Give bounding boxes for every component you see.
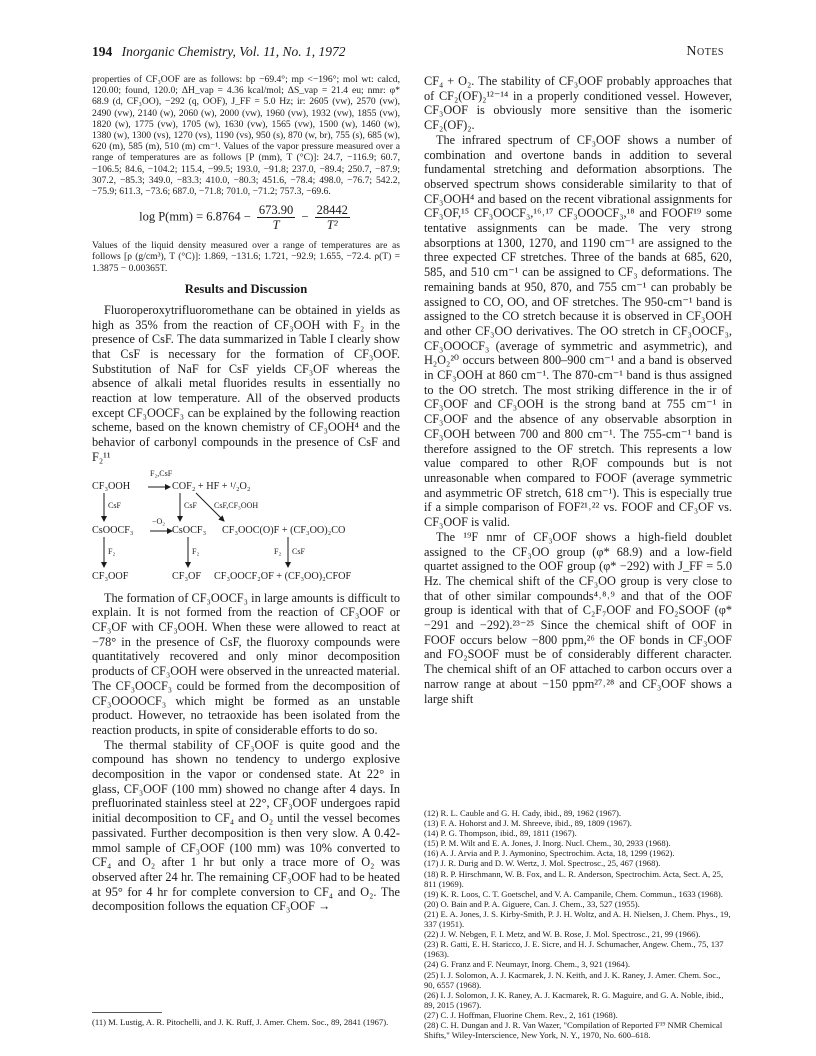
scheme-cof2-products: COF₂ + HF + ¹/₂O₂ [172, 480, 251, 492]
footnote-16: (16) A. J. Arvia and P. J. Aymonino, Spectrochim. Acta, 18, 1299 (1962). [424, 848, 675, 859]
results-paragraph-3: The thermal stability of CF₃OOF is quite good and the compound has shown no tendency to undergo explosive decomposition in the vapor or condensed state. At 22° in glass, CF₃OOF (100 mm) showed no change after 4 days. In prefluorinated stainless steel at 22°, CF₃OOF undergoes rapid initial decomposition to CF₄ and O₂ until the vessel becomes passivated. Further decomposition is then very slow. A 0.42-mmol sample of CF₃OOF (100 mm) was 10% converted to CF₄ and O₂ after 1 hr but only a trace more of O₂ was observed after 24 hr. The remaining CF₃OOF had to be heated at 95° for 4 hr for complete conversion to CF₄ and O₂. The decomposition follows the equation CF₃OOF → [92, 737, 400, 914]
footnote-22: (22) J. W. Nebgen, F. I. Metz, and W. B. Rose, J. Mol. Spectrosc., 21, 99 (1966). [424, 929, 701, 940]
left-footnotes [92, 1012, 400, 1027]
scheme-f2-label-3: F₂ [274, 546, 282, 556]
equation-fraction-2 [315, 203, 350, 232]
footnote-13: (13) F. A. Hohorst and J. M. Shreeve, ibid., 89, 1809 (1967). [424, 818, 632, 829]
running-header [92, 44, 724, 64]
footnote-23: (23) R. Gatti, E. H. Staricco, J. E. Sicre, and H. J. Schumacher, Angew. Chem., 75, 137 (1963). [424, 939, 724, 960]
footnote-21: (21) E. A. Jones, J. S. Kirby-Smith, P. J. H. Woltz, and A. H. Nielsen, J. Chem. Phys., 19, 337 (1951). [424, 908, 731, 930]
reaction-scheme [92, 467, 400, 585]
scheme-cf3of: CF₃OF [172, 570, 202, 582]
footnote-25: (25) I. J. Solomon, A. J. Kacmarek, J. N. Keith, and J. K. Raney, J. Amer. Chem. Soc., 90, 6557 (1968). [424, 969, 721, 990]
fraction-2-numerator: 28442 [316, 203, 348, 218]
equation-lhs: log P(mm) = 6.8764 − [139, 209, 251, 224]
scheme-f2-label-1: F₂ [108, 546, 116, 556]
journal-title: Inorganic Chemistry, Vol. 11, No. 1, 1972 [121, 44, 346, 59]
density-paragraph: Values of the liquid density measured over a range of temperatures are as follows [ρ (g/cm³), T (°C)]: 1.869, −131.6; 1.721, −92.9; 1.655, −72.4. ρ(T) = 1.3875 − 0.00365T. [92, 240, 400, 274]
scheme-f2-label-2: F₂ [192, 546, 200, 556]
footnote-11: (11) M. Lustig, A. R. Pitochelli, and J. K. Ruff, J. Amer. Chem. Soc., 89, 2841 (1967). [92, 1017, 389, 1027]
section-heading: Results and Discussion [184, 281, 308, 296]
left-column [92, 74, 400, 914]
right-paragraph-2: The infrared spectrum of CF₃OOF shows a number of combination and overtone bands in addition to several fundamental stretching and deformation absorptions. The observed spectrum shows considerable similarity to that of CF₃OOH⁴ and based on the recent vibrational assignments for CF₃OF,¹⁵ CF₃OOCF₃,¹⁶˒¹⁷ CF₃OOOCF₃,¹⁸ and FOOF¹⁹ some tentative assignments can be made. The very strong absorptions at 1300, 1270, and 1190 cm⁻¹ are assigned to the three expected CF stretches. Three of the bands at 685, 620, 585, and 510 cm⁻¹ can be assigned to CF₃ deformations. The remaining bands at 950, 870, and 755 cm⁻¹ can probably be assigned to CO, OO, and OF stretches. The 950-cm⁻¹ band is assigned to the CO stretch because it is observed in CF₃OOH and other CF₃OO derivatives. The OO stretch in CF₃OOCF₃, CF₃OOOCF₃ (average of symmetric and asymmetric), and H₂O₂²⁰ occurs between 800–900 cm⁻¹ and a band is observed in CF₃OOH at 860 cm⁻¹. The 870-cm⁻¹ band is thus assigned to the OO stretch. The most striking difference in the ir of CF₃OOF and CF₃OOH is the strong band at 755 cm⁻¹ in CF₃OOF and the absence of any observable absorption in CF₃OOH between 700 and 800 cm⁻¹. The 755-cm⁻¹ band is therefore assigned to the OF stretch. This represents a low value compared to other RᵢOF compounds but is not unreasonable when compared to FOOF (average symmetric and asymmetric OF stretch, 618 cm⁻¹). This is especially true if a simple comparison of FOF²¹˒²² vs. FOOF and CF₃OF vs. CF₃OOF is valid. [424, 132, 732, 530]
scheme-cf3oof: CF₃OOF [92, 570, 129, 582]
equation-fraction-1 [257, 203, 295, 232]
scheme-csocf3: CsOCF₃ [172, 524, 207, 536]
right-paragraph-3: The ¹⁹F nmr of CF₃OOF shows a high-field doublet assigned to the CF₃OO group (φ* 68.9) and a low-field quartet assigned to the OOF group (φ* −292) with J_FF = 5.0 Hz. The chemical shift of the CF₃OO group is very close to that of other similar compounds⁴˒⁸˒⁹ and that of the OOF group is identical with that of C₂F₇OOF and FO₂SOOF (φ* −291 and −292).²³⁻²⁵ Since the chemical shift of OOF in FOOF occurs below −800 ppm,²⁶ the OF bonds in CF₃OOF and FO₂SOOF must be of considerably different character. The chemical shift of an OF attached to carbon occurs over a narrow range at about −150 ppm²⁷˒²⁸ and CF₃OOF shows a large shift [424, 529, 732, 706]
fraction-2-denominator: T² [326, 218, 338, 233]
fraction-1-numerator: 673.90 [258, 203, 294, 218]
scheme-cf3oocf2of-products: CF₃OOCF₂OF + (CF₃OO)₂CFOF [214, 570, 352, 582]
equation-minus: − [301, 209, 309, 224]
scheme-csoocf3: CsOOCF₃ [92, 524, 134, 536]
vapor-pressure-equation [92, 203, 400, 232]
results-paragraph-1: Fluoroperoxytrifluoromethane can be obtained in yields as high as 35% from the reaction of CF₃OOH with F₂ in the presence of CsF. The data summarized in Table I clearly show that CsF is necessary for the formation of CF₃OOF. Substitution of NaF for CsF yields CF₃OF whereas the absence of alkali metal fluorides results in essentially no reaction at low temperature. All of the observed products except CF₃OOCF₃ can be explained by the following reaction scheme, based on the known chemistry of CF₃OOH⁴ and the behavior of carbonyl compounds in the presence of CsF and F₂¹¹ [92, 302, 400, 464]
footnote-12: (12) R. L. Cauble and G. H. Cady, ibid., 89, 1962 (1967). [424, 808, 622, 818]
footnote-26: (26) I. J. Solomon, J. K. Raney, A. J. Kacmarek, R. G. Maguire, and G. A. Noble, ibid., 89, 2015 (1967). [424, 989, 724, 1010]
right-column [424, 74, 732, 706]
footnote-24: (24) G. Franz and F. Neumayr, Inorg. Chem., 3, 921 (1964). [424, 959, 630, 970]
scheme-cf3ooh: CF₃OOH [92, 480, 131, 492]
right-footnotes [424, 808, 732, 1040]
fraction-1-denominator: T [272, 218, 280, 233]
page-number: 194 [92, 44, 113, 59]
scheme-csf-label-2: CsF [184, 500, 197, 510]
section-name: Notes [686, 44, 724, 59]
right-paragraph-1: CF₄ + O₂. The stability of CF₃OOF probably approaches that of CF₂(OF)₂¹²⁻¹⁴ in a properly conditioned vessel. However, CF₃OOF is obviously more sensitive than the isomeric CF₂(OF)₂. [424, 74, 732, 133]
scheme-f2-csf-label: F₂,CsF [150, 468, 173, 478]
scheme-minus-o2-label: −O₂ [152, 516, 166, 526]
properties-paragraph: properties of CF₃OOF are as follows: bp −69.4°; mp <−196°; mol wt: calcd, 120.00; found, 120.0; ΔH_vap = 4.36 kcal/mol; ΔS_vap = 21.4 eu; nmr: φ* 68.9 (d, CF₃OO), −292 (q, OOF), J_FF = 5.0 Hz; ir: 2605 (vw), 2570 (vw), 2490 (vw), 2140 (w), 2060 (w), 2000 (vw), 1960 (vw), 1932 (vw), 1855 (vw), 1820 (w), 1775 (vw), 1705 (w), 1630 (vw), 1565 (vw), 1500 (w), 1460 (w), 1380 (w), 1300 (vs), 1270 (vs), 1190 (vs), 950 (s), 870 (w, br), 755 (s), 685 (w), 620 (m), 585 (m), 510 (m) cm⁻¹. Values of the vapor pressure measured over a range of temperatures are as follows [P (mm), T (°C)]: 24.7, −116.9; 60.7, −106.5; 84.6, −104.2; 115.4, −99.5; 193.0, −91.8; 237.0, −89.4; 250.7, −87.9; 307.2, −85.3; 349.0, −83.3; 410.0, −80.3; 451.6, −78.4; 498.0, −76.7; 542.2, −75.9; 611.3, −73.6; 687.0, −71.8; 701.0, −71.2; 757.3, −69.6. [92, 74, 400, 198]
footnote-19: (19) K. R. Loos, C. T. Goetschel, and V. A. Campanile, Chem. Commun., 1633 (1968). [424, 888, 723, 899]
scheme-csf-cf3ooh-label: CsF,CF₃OOH [214, 500, 259, 510]
footnote-17: (17) J. R. Durig and D. W. Wertz, J. Mol. Spectrosc., 25, 467 (1968). [424, 858, 661, 869]
results-paragraph-2: The formation of CF₃OOCF₃ in large amounts is difficult to explain. It is not formed from the reaction of CF₃OOF or CF₃OF with CF₃OOH. When these were allowed to react at −78° in the presence of CsF, the fluoroxy compounds were quantitatively recovered and only minor decomposition products of CF₃OOH were observed in the unreacted material. The CF₃OOCF₃ could be formed from the decomposition of CF₃OOOOCF₃ which might be formed as an unstable product. However, no tetraoxide has been isolated from the reaction products, in spite of considerable efforts to do so. [92, 590, 400, 737]
footnote-15: (15) P. M. Wilt and E. A. Jones, J. Inorg. Nucl. Chem., 30, 2933 (1968). [424, 838, 671, 849]
footnote-27: (27) C. J. Hoffman, Fluorine Chem. Rev., 2, 161 (1968). [424, 1009, 618, 1020]
scheme-csf-label-1: CsF [108, 500, 121, 510]
footnote-rule [92, 1012, 162, 1013]
footnote-14: (14) P. G. Thompson, ibid., 89, 1811 (1967). [424, 828, 577, 839]
scheme-cf3ooc-products: CF₃OOC(O)F + (CF₃OO)₂CO [222, 524, 346, 536]
footnote-18: (18) R. P. Hirschmann, W. B. Fox, and L. R. Anderson, Spectrochim. Acta, Sect. A, 25, 811 (1969). [424, 868, 724, 889]
scheme-csf-label-4: CsF [292, 546, 305, 556]
footnote-20: (20) O. Bain and P. A. Giguere, Can. J. Chem., 33, 527 (1955). [424, 898, 640, 909]
footnote-28: (28) C. H. Dungan and J. R. Van Wazer, "Compilation of Reported F¹⁹ NMR Chemical Shifts," Wiley-Interscience, New York, N. Y., 1970, No. 600–618. [424, 1019, 723, 1041]
